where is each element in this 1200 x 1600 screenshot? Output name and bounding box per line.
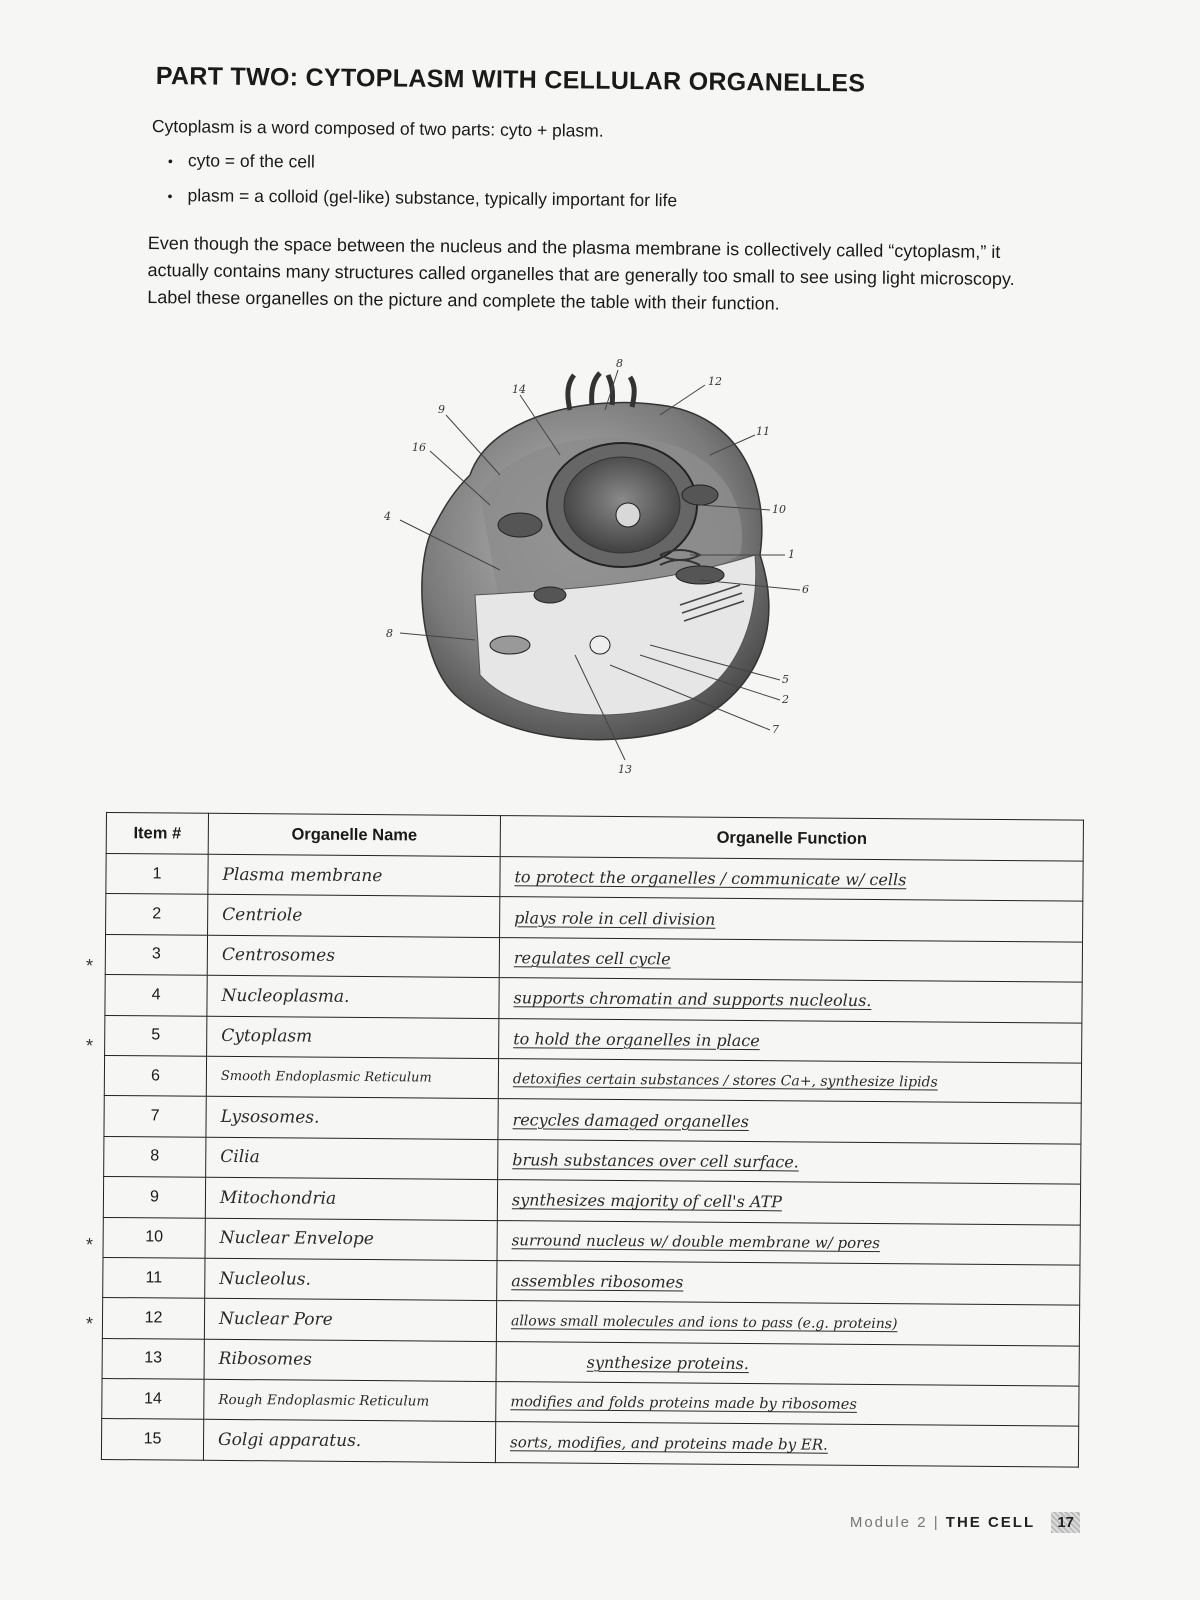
organelle-function: plays role in cell division: [500, 897, 1083, 942]
item-number: 1: [106, 854, 208, 895]
diagram-label: 5: [782, 673, 789, 686]
margin-mark: *: [86, 956, 94, 976]
item-number: 7: [104, 1096, 206, 1137]
item-number: 13: [102, 1338, 204, 1379]
item-number: 10: [103, 1217, 205, 1258]
item-number: 5: [105, 1015, 207, 1056]
organelle-function: surround nucleus w/ double membrane w/ pores: [497, 1220, 1080, 1265]
definition-cyto: • cyto = of the cell: [168, 150, 678, 176]
organelle-function: modifies and folds proteins made by ribosomes: [496, 1382, 1079, 1427]
diagram-label: 1: [788, 548, 795, 561]
organelle-function: allows small molecules and ions to pass (e.g. proteins): [496, 1301, 1079, 1346]
organelle-function: to protect the organelles / communicate w/ cells: [500, 857, 1083, 902]
item-number: 8: [104, 1136, 206, 1177]
diagram-label: 11: [756, 425, 770, 438]
organelle-name: Rough Endoplasmic Reticulum: [204, 1379, 496, 1422]
organelle-table-wrap: [101, 812, 1084, 1468]
organelle-name: Golgi apparatus.: [203, 1420, 495, 1463]
item-number: 12: [102, 1298, 204, 1339]
diagram-label: 10: [772, 503, 786, 516]
page-footer: Module 2 | THE CELL 17: [850, 1512, 1080, 1533]
organelle-function: regulates cell cycle: [499, 937, 1082, 982]
header-organelle-name: Organelle Name: [208, 813, 500, 856]
diagram-label: 13: [618, 763, 632, 776]
organelle-name: Nucleolus.: [205, 1258, 497, 1301]
organelle-name: Cilia: [206, 1137, 498, 1180]
item-number: 4: [105, 975, 207, 1016]
organelle-name: Plasma membrane: [208, 854, 500, 897]
intro-text: Cytoplasm is a word composed of two parts: cyto + plasm.: [151, 116, 604, 141]
item-number: 6: [104, 1055, 206, 1096]
organelle-name: Nuclear Pore: [204, 1299, 496, 1342]
page-number: 17: [1051, 1512, 1080, 1533]
definition-plasm: • plasm = a colloid (gel-like) substance, typically important for life: [167, 185, 677, 211]
organelle-function: brush substances over cell surface.: [498, 1139, 1081, 1184]
definition-list: [167, 150, 677, 225]
organelle-function: recycles damaged organelles: [498, 1099, 1081, 1144]
organelle-table: [101, 812, 1084, 1468]
organelle-name: Nucleoplasma.: [207, 975, 499, 1018]
header-item-number: Item #: [106, 813, 208, 855]
diagram-label: 7: [772, 723, 779, 736]
item-number: 14: [102, 1379, 204, 1420]
item-number: 15: [101, 1419, 203, 1460]
item-number: 3: [105, 934, 207, 975]
diagram-label: 6: [802, 583, 809, 596]
organelle-name: Smooth Endoplasmic Reticulum: [206, 1056, 498, 1099]
organelle-name: Lysosomes.: [206, 1097, 498, 1140]
organelle-function: assembles ribosomes: [497, 1260, 1080, 1305]
margin-mark: *: [86, 1036, 94, 1056]
diagram-label: 9: [438, 403, 445, 416]
diagram-label: 8: [386, 627, 393, 640]
diagram-label: 8: [616, 357, 623, 370]
page-title: PART TWO: CYTOPLASM WITH CELLULAR ORGANELLES: [155, 62, 866, 98]
diagram-label: 4: [384, 510, 391, 523]
diagram-label: 2: [782, 693, 789, 706]
table-row: [101, 1419, 1078, 1467]
organelle-function: to hold the organelles in place: [499, 1018, 1082, 1063]
diagram-label: 12: [708, 375, 722, 388]
organelle-name: Centrosomes: [207, 935, 499, 978]
item-number: 9: [103, 1177, 205, 1218]
item-number: 2: [106, 894, 208, 935]
organelle-name: Centriole: [208, 895, 500, 938]
diagram-label: 14: [512, 383, 526, 396]
organelle-function: synthesize proteins.: [496, 1341, 1079, 1386]
nucleus: [547, 443, 697, 567]
item-number: 11: [103, 1257, 205, 1298]
diagram-label: 16: [412, 441, 426, 454]
instructions-paragraph: Even though the space between the nucleus and the plasma membrane is collectively called “cytoplasm,” it actually contains many structures called organelles that are generally too small to see using light microscopy. Label these organelles on the picture and complete the table with their function.: [147, 232, 1015, 314]
cell-diagram: [360, 355, 840, 795]
margin-mark: *: [86, 1314, 94, 1334]
header-organelle-function: Organelle Function: [500, 816, 1083, 862]
organelle-name: Nuclear Envelope: [205, 1218, 497, 1261]
footer-section: THE CELL: [945, 1514, 1036, 1531]
organelle-function: sorts, modifies, and proteins made by ER.: [495, 1422, 1078, 1467]
footer-module: Module 2: [849, 1514, 928, 1531]
organelle-function: synthesizes majority of cell's ATP: [497, 1180, 1080, 1225]
organelle-name: Ribosomes: [204, 1339, 496, 1382]
organelle-function: detoxifies certain substances / stores Ca+, synthesize lipids: [498, 1059, 1081, 1104]
organelle-name: Mitochondria: [205, 1177, 497, 1220]
margin-mark: *: [86, 1235, 94, 1255]
organelle-function: supports chromatin and supports nucleolus.: [499, 978, 1082, 1023]
organelle-name: Cytoplasm: [207, 1016, 499, 1059]
